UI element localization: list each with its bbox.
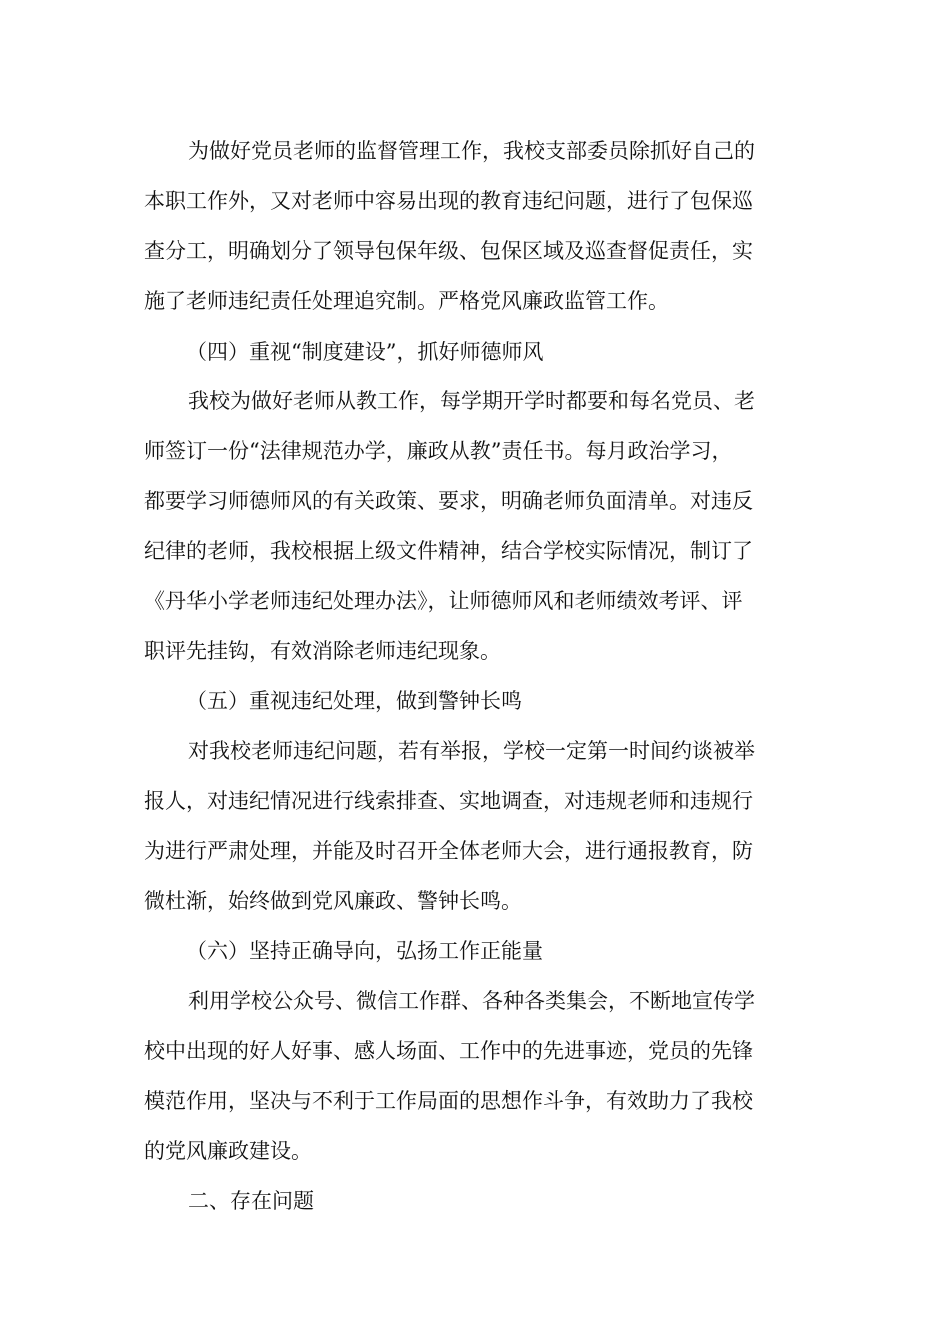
section-heading: 二、存在问题 — [188, 1189, 314, 1213]
text-line: 的党风廉政建设。 — [144, 1139, 312, 1163]
text-line: 《丹华小学老师违纪处理办法》，让师德师风和老师绩效考评、评 — [144, 589, 743, 613]
text-line: 为做好党员老师的监督管理工作，我校支部委员除抓好自己的 — [188, 139, 755, 163]
text-line: 施了老师违纪责任处理追究制。严格党风廉政监管工作。 — [144, 289, 669, 313]
text-line: 师签订一份“法律规范办学，廉政从教”责任书。每月政治学习， — [144, 439, 733, 463]
text-line: 我校为做好老师从教工作，每学期开学时都要和每名党员、老 — [188, 389, 755, 413]
text-line: 查分工，明确划分了领导包保年级、包保区域及巡查督促责任，实 — [144, 239, 753, 263]
text-line: 纪律的老师，我校根据上级文件精神，结合学校实际情况，制订了 — [144, 539, 753, 563]
text-line: 校中出现的好人好事、感人场面、工作中的先进事迹，党员的先锋 — [144, 1039, 753, 1063]
text-line: 微杜渐，始终做到党风廉政、警钟长鸣。 — [144, 889, 522, 913]
section-heading: （五）重视违纪处理，做到警钟长鸣 — [186, 689, 522, 713]
section-heading: （四）重视“制度建设”，抓好师德师风 — [186, 340, 544, 364]
text-line: 对我校老师违纪问题，若有举报，学校一定第一时间约谈被举 — [188, 739, 755, 763]
text-line: 都要学习师德师风的有关政策、要求，明确老师负面清单。对违反 — [144, 489, 753, 513]
text-line: 模范作用，坚决与不利于工作局面的思想作斗争，有效助力了我校 — [144, 1089, 753, 1113]
text-line: 报人，对违纪情况进行线索排查、实地调查，对违规老师和违规行 — [144, 789, 753, 813]
text-line: 为进行严肃处理，并能及时召开全体老师大会，进行通报教育，防 — [144, 839, 753, 863]
text-line: 本职工作外，又对老师中容易出现的教育违纪问题，进行了包保巡 — [144, 189, 753, 213]
section-heading: （六）坚持正确导向，弘扬工作正能量 — [186, 939, 543, 963]
text-line: 利用学校公众号、微信工作群、各种各类集会，不断地宣传学 — [188, 989, 755, 1013]
text-line: 职评先挂钩，有效消除老师违纪现象。 — [144, 639, 501, 663]
